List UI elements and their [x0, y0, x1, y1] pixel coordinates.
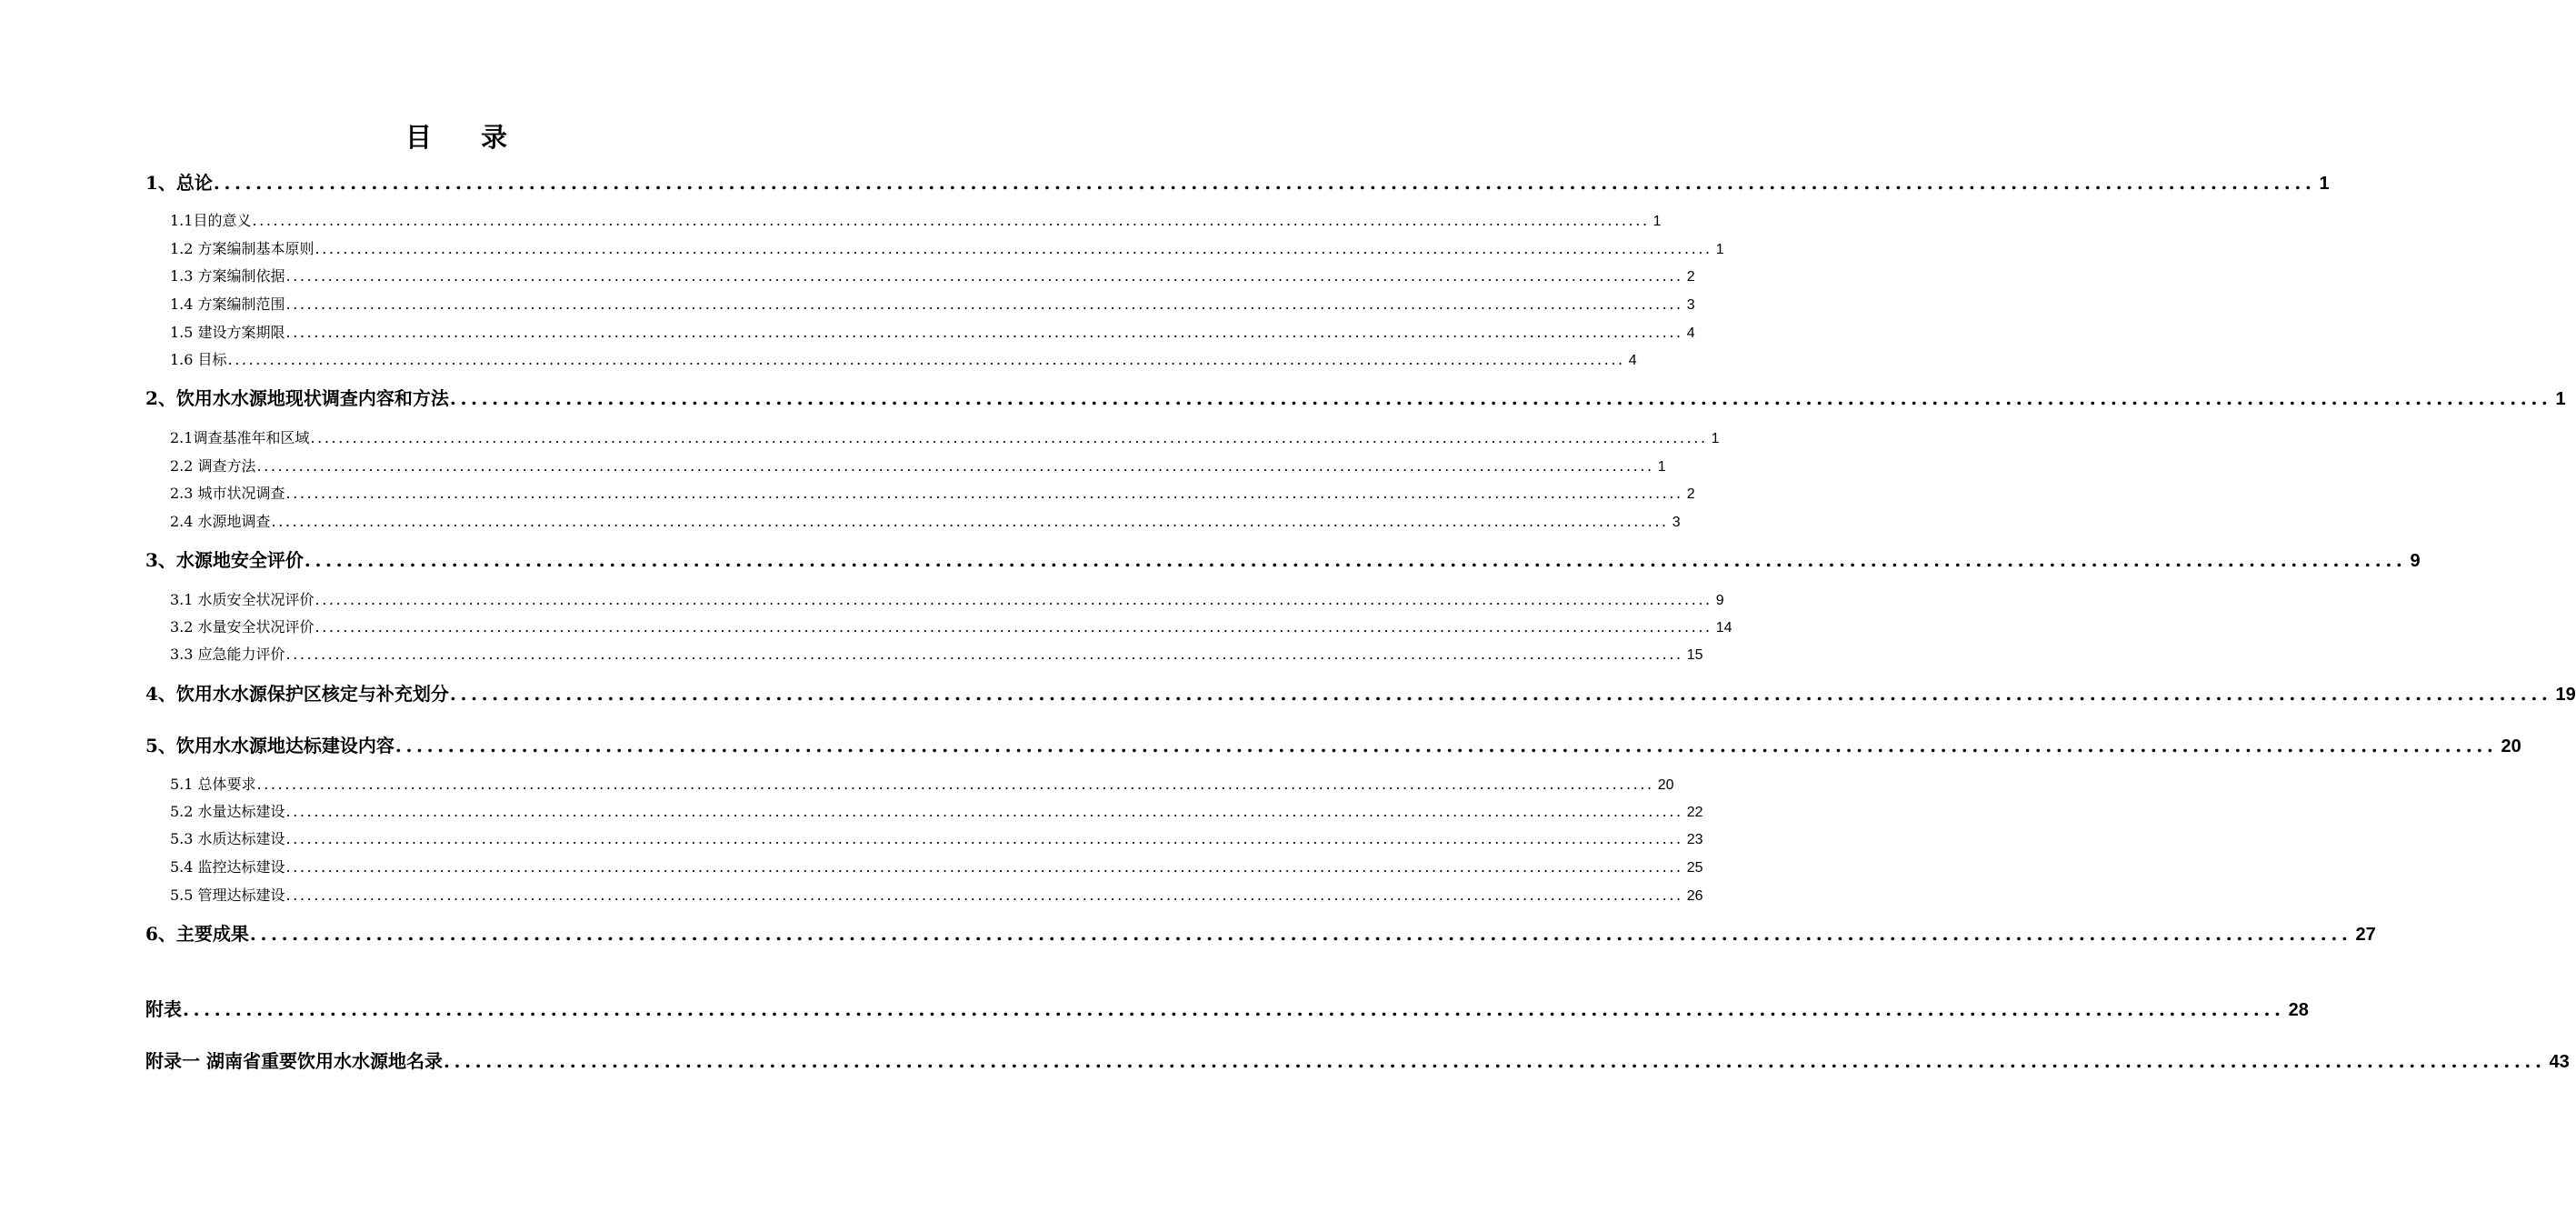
toc-entry-label: 1.2 方案编制基本原则 [170, 240, 315, 257]
toc-section[interactable] [170, 589, 1724, 611]
toc-dot-leader: ........................................................................................................................................................................................................ [315, 240, 1712, 257]
toc-page-number: 14 [1715, 620, 1732, 636]
toc-section[interactable] [170, 885, 1703, 906]
toc-chapter[interactable] [145, 386, 2566, 411]
toc-dot-leader: ........................................................................................................................................................................................................ [183, 998, 2285, 1020]
toc-page-number: 20 [2501, 736, 2521, 756]
toc-page-number: 1 [1715, 242, 1724, 257]
toc-chapter[interactable] [145, 170, 2330, 195]
toc-section[interactable] [170, 856, 1703, 878]
toc-section[interactable] [170, 322, 1695, 344]
toc-dot-leader: ........................................................................................................................................................................................................ [443, 1050, 2546, 1072]
toc-entry-label: 2.3 城市状况调查 [170, 485, 285, 502]
toc-dot-leader: ........................................................................................................................................................................................................ [213, 172, 2316, 194]
toc-section[interactable] [170, 265, 1695, 287]
toc-page-number: 4 [1628, 353, 1637, 368]
toc-entry-label: 2.4 水源地调查 [170, 513, 271, 530]
toc-entry-label: 2.1调查基准年和区域 [170, 429, 310, 446]
toc-dot-leader: ........................................................................................................................................................................................................ [310, 429, 1708, 446]
toc-section[interactable] [170, 294, 1695, 316]
toc-page-number: 3 [1672, 515, 1681, 530]
toc-section[interactable] [170, 801, 1703, 823]
toc-entry-label: 1.4 方案编制范围 [170, 295, 285, 313]
toc-page-number: 25 [1686, 860, 1703, 876]
toc-chapter[interactable] [145, 547, 2421, 573]
toc-dot-leader: ........................................................................................................................................................................................................ [285, 295, 1683, 313]
toc-page-number: 1 [1652, 214, 1662, 229]
toc-page-number: 28 [2288, 1000, 2309, 1020]
toc-dot-leader: ........................................................................................................................................................................................................ [394, 735, 2498, 756]
toc-dot-leader: ........................................................................................................................................................................................................ [285, 646, 1683, 663]
toc-page-number: 26 [1686, 888, 1703, 904]
toc-dot-leader: ........................................................................................................................................................................................................ [285, 858, 1683, 876]
toc-page-number: 23 [1686, 832, 1703, 847]
toc-section[interactable] [170, 774, 1674, 796]
toc-chapter[interactable] [145, 733, 2521, 758]
toc-dot-leader: ........................................................................................................................................................................................................ [256, 457, 1654, 475]
toc-page-number: 1 [1711, 431, 1720, 446]
toc-page-number: 19 [2555, 685, 2576, 705]
toc-dot-leader: ........................................................................................................................................................................................................ [227, 351, 1625, 368]
toc-entry-label: 3.1 水质安全状况评价 [170, 591, 315, 608]
toc-entry-label: 5.2 水量达标建设 [170, 803, 285, 820]
toc-page-number: 2 [1686, 486, 1695, 502]
toc-section[interactable] [170, 210, 1662, 232]
toc-dot-leader: ........................................................................................................................................................................................................ [449, 387, 2552, 409]
toc-entry-label: 1、总论 [145, 172, 213, 194]
toc-section[interactable] [170, 349, 1637, 371]
toc-entry-label: 6、主要成果 [145, 923, 249, 945]
toc-entry-label: 附录一 湖南省重要饮用水水源地名录 [145, 1050, 443, 1072]
toc-entry-label: 1.3 方案编制依据 [170, 267, 285, 285]
toc-page-number: 1 [2555, 389, 2566, 409]
toc-dot-leader: ........................................................................................................................................................................................................ [256, 776, 1654, 793]
toc-chapter[interactable] [145, 1048, 2570, 1074]
toc-page-number: 4 [1686, 326, 1695, 341]
toc-section[interactable] [170, 456, 1666, 477]
toc-section[interactable] [170, 511, 1681, 533]
toc-section[interactable] [170, 616, 1732, 638]
toc-page-number: 1 [1657, 459, 1666, 475]
toc-dot-leader: ........................................................................................................................................................................................................ [252, 212, 1650, 229]
toc-entry-label: 附表 [145, 998, 182, 1020]
page-title: 目 录 [404, 122, 528, 153]
toc-dot-leader: ........................................................................................................................................................................................................ [315, 618, 1712, 636]
toc-section[interactable] [170, 828, 1703, 850]
toc-page-number: 9 [1715, 593, 1724, 608]
toc-entry-label: 5.1 总体要求 [170, 776, 256, 793]
toc-entry-label: 1.1目的意义 [170, 212, 252, 229]
toc-entry-label: 5、饮用水水源地达标建设内容 [145, 735, 394, 756]
toc-section[interactable] [170, 644, 1703, 666]
toc-entry-label: 1.6 目标 [170, 351, 227, 368]
toc-entry-label: 3.3 应急能力评价 [170, 646, 285, 663]
toc-dot-leader: ........................................................................................................................................................................................................ [249, 923, 2352, 945]
toc-section[interactable] [170, 427, 1720, 449]
toc-page-number: 3 [1686, 297, 1695, 313]
toc-entry-label: 5.5 管理达标建设 [170, 886, 285, 904]
toc-dot-leader: ........................................................................................................................................................................................................ [285, 830, 1683, 847]
toc-entry-label: 2、饮用水水源地现状调查内容和方法 [145, 387, 449, 409]
toc-page-number: 1 [2319, 174, 2330, 194]
toc-entry-label: 4、饮用水水源保护区核定与补充划分 [145, 683, 449, 705]
toc-dot-leader: ........................................................................................................................................................................................................ [449, 683, 2552, 705]
toc-chapter[interactable] [145, 681, 2576, 706]
toc-dot-leader: ........................................................................................................................................................................................................ [285, 267, 1683, 285]
toc-dot-leader: ........................................................................................................................................................................................................ [315, 591, 1712, 608]
toc-entry-label: 2.2 调查方法 [170, 457, 256, 475]
toc-entry-label: 5.4 监控达标建设 [170, 858, 285, 876]
toc-dot-leader: ........................................................................................................................................................................................................ [271, 513, 1669, 530]
toc-page-number: 43 [2549, 1052, 2570, 1072]
toc-entry-label: 3.2 水量安全状况评价 [170, 618, 315, 636]
toc-dot-leader: ........................................................................................................................................................................................................ [285, 324, 1683, 341]
toc-dot-leader: ........................................................................................................................................................................................................ [304, 549, 2407, 571]
toc-entry-label: 3、水源地安全评价 [145, 549, 304, 571]
toc-page-number: 2 [1686, 269, 1695, 285]
toc-section[interactable] [170, 238, 1724, 260]
toc-chapter[interactable] [145, 921, 2376, 947]
toc-page-number: 20 [1657, 777, 1674, 793]
toc-entry-label: 1.5 建设方案期限 [170, 324, 285, 341]
toc-page-number: 27 [2355, 925, 2376, 945]
toc-entry-label: 5.3 水质达标建设 [170, 830, 285, 847]
toc-page-number: 22 [1686, 805, 1703, 820]
toc-page-number: 9 [2410, 551, 2421, 571]
toc-chapter[interactable] [145, 997, 2309, 1022]
toc-dot-leader: ........................................................................................................................................................................................................ [285, 803, 1683, 820]
toc-page-number: 15 [1686, 647, 1703, 663]
toc-dot-leader: ........................................................................................................................................................................................................ [285, 485, 1683, 502]
toc-dot-leader: ........................................................................................................................................................................................................ [285, 886, 1683, 904]
toc-section[interactable] [170, 483, 1695, 505]
